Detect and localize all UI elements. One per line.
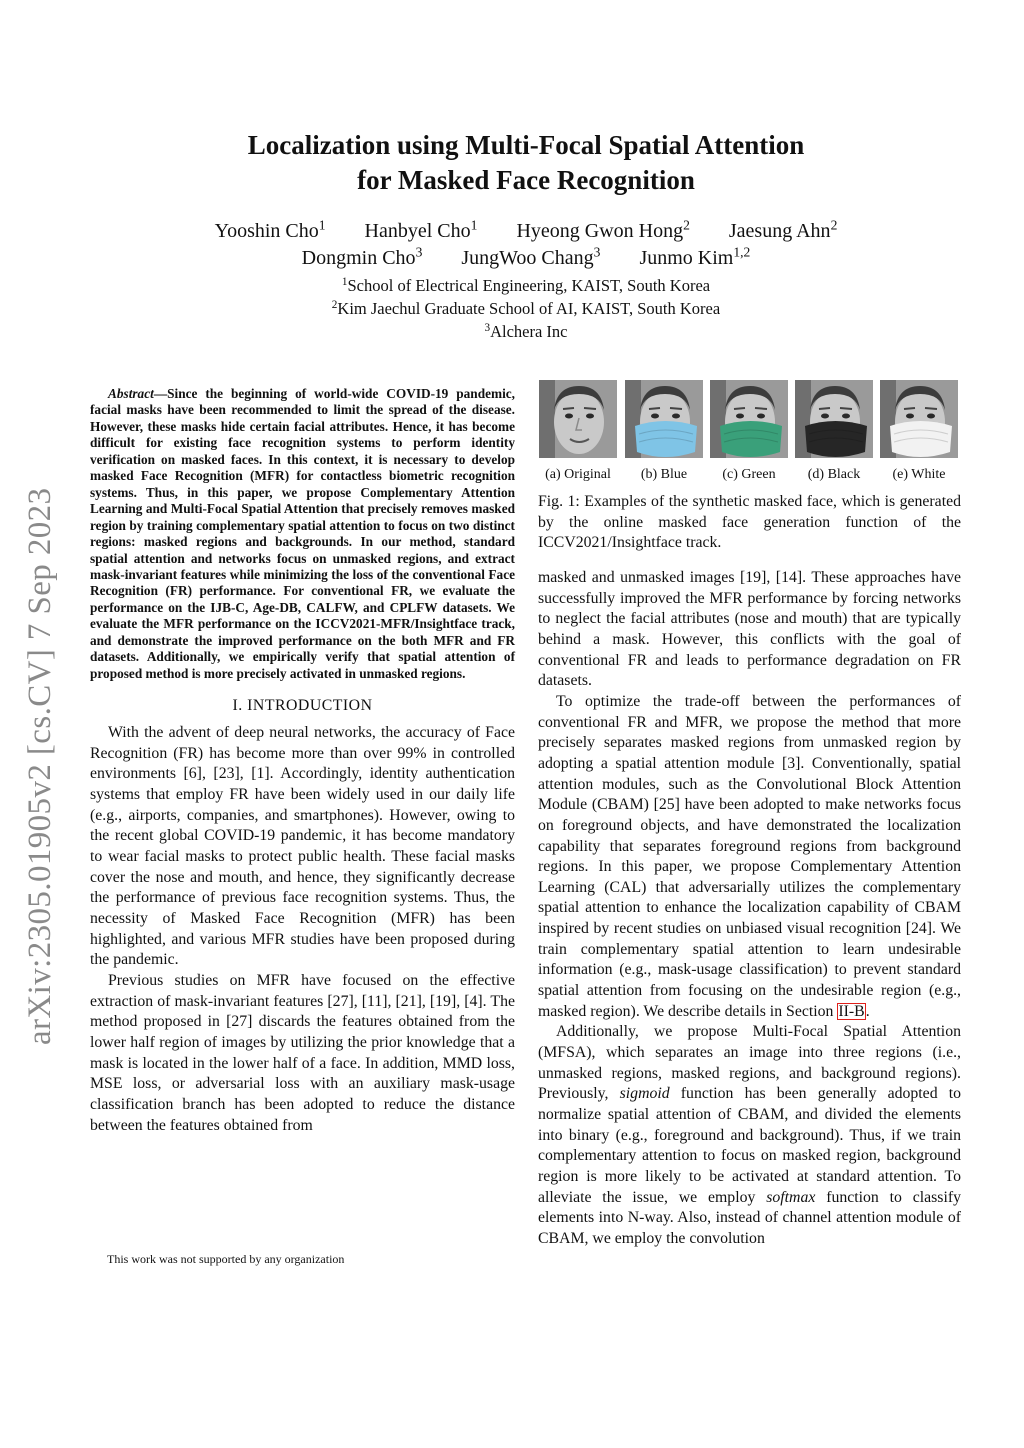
left-eye — [906, 414, 914, 419]
face-mask — [635, 421, 697, 457]
author-line-1 — [110, 218, 942, 245]
author: Jaesung Ahn$^2$ — [728, 217, 838, 242]
abstract-text: Since the beginning of world-wide COVID-19 pandemic, facial masks have been recommended to limit the spread of the disease. However, these masks hide certain facial attributes. Hence, it has become difficult for existing face recognition systems to perform identity verification on masked faces. In this context, it is necessary to develop masked Face Recognition (MFR) for contactless biometric recognition systems. Thus, in this paper, we propose Complementary Attention Learning and Multi-Focal Spatial Attention that precisely removes masked region by training complementary spatial attention to focus on two distinct regions: masked regions and backgrounds. In our method, standard spatial attention and networks focus on unmasked regions, and extract mask-invariant features while minimizing the loss of the conventional Face Recognition (FR) performance. For conventional FR, we evaluate the performance on the IJB-C, Age-DB, CALFW, and CPLFW datasets. We evaluate the MFR performance on the ICCV2021-MFR/Insightface track, and demonstrate the improved performance on the both MFR and FR datasets. Additionally, we empirically verify that spatial attention of proposed method is more precisely activated in unmasked regions. — [90, 386, 515, 681]
face-image-white-mask — [880, 380, 958, 458]
face-illustration — [539, 380, 617, 458]
subfigure-caption: (a) Original — [545, 467, 611, 482]
left-eye — [736, 414, 744, 419]
face-illustration — [710, 380, 788, 458]
subfigure-caption: (e) White — [892, 467, 946, 482]
subfigure-caption: (c) Green — [722, 467, 776, 482]
face-image-blue-mask — [625, 380, 703, 458]
right-eye — [586, 414, 594, 419]
author: Hanbyel Cho$^1$ — [364, 217, 478, 242]
right-column — [538, 378, 961, 1250]
affiliations — [110, 274, 942, 343]
abstract: Abstract—Since the beginning of world-wide COVID-19 pandemic, facial masks have been recommended to limit the spread of the disease. However, these masks hide certain facial attributes. Hence, it has become difficult for existing face recognition systems to perform identity verification on masked faces. In this context, it is necessary to develop masked Face Recognition (MFR) for contactless biometric recognition systems. Thus, in this paper, we propose Complementary Attention Learning and Multi-Focal Spatial Attention that precisely removes masked region by training complementary spatial attention to focus on two distinct regions: masked regions and backgrounds. In our method, standard spatial attention and networks focus on unmasked regions, and extract mask-invariant features while minimizing the loss of the conventional Face Recognition (FR) performance. For conventional FR, we evaluate the performance on the IJB-C, Age-DB, CALFW, and CPLFW datasets. We evaluate the MFR performance on the ICCV2021-MFR/Insightface track, and demonstrate the improved performance on the both MFR and FR datasets. Additionally, we empirically verify that spatial attention of proposed method is more precisely activated in unmasked regions. — [90, 386, 515, 681]
paragraph: With the advent of deep neural networks, the accuracy of Face Recognition (FR) has become more than over 99% in controlled environments [6], [23], [1]. Accordingly, identity authentication systems that employ FR have been widely used in our daily life (e.g., airports, companies, and smartphones). However, owing to the recent global COVID-19 pandemic, it has become mandatory to wear facial masks to protect public health. These facial masks cover the nose and mouth, and hence, they significantly decrease the performance of previous face recognition systems. Thus, the necessity of Masked Face Recognition (MFR) has been highlighted, and various MFR studies have been proposed during the pandemic. — [90, 724, 515, 969]
left-eye — [821, 414, 829, 419]
right-eye — [757, 414, 765, 419]
author: JungWoo Chang$^3$ — [461, 244, 601, 269]
right-eye — [672, 414, 680, 419]
face-illustration — [625, 380, 703, 458]
paragraph: To optimize the trade-off between the performances of conventional FR and MFR, we propose the method that more precisely separates masked regions from unmasked region by adopting a spatial attention module [3]. Conventionally, spatial attention modules, such as the Convolutional Block Attention Module (CBAM) [25] have been adopted to make networks focus on foreground objects, and have demonstrated the localization capability that separates foreground regions from background regions. In this paper, we propose Complementary Attention Learning (CAL) that adversarially utilizes the complementary spatial attention to enhance the localization capability of CBAM inspired by recent studies on unbiased visual recognition [24]. We train complementary spatial attention to learn undesirable information (e.g., mask-usage classification) to prevent standard spatial attention from focusing on the undesirable region (e.g., masked region). We describe details in Section II-B. — [538, 692, 961, 1020]
photo-shadow — [539, 380, 555, 458]
affiliation: $^1$School of Electrical Engineering, KAIST, South Korea — [341, 275, 711, 295]
paragraph: Previous studies on MFR have focused on the effective extraction of mask-invariant features [27], [11], [21], [19], [4]. The method proposed in [27] discards the features obtained from the lower half region of images by utilizing the prior knowledge that a mask is located in the lower half of a face. In addition, MMD loss, MSE loss, or adversarial loss with an auxiliary mask-usage classification branch has been adopted to reduce the distance between the features obtained from — [90, 972, 515, 1134]
author-list — [110, 218, 942, 272]
abstract-label: Abstract — [108, 386, 154, 401]
section-reference-link[interactable]: II-B — [838, 1002, 865, 1020]
right-eye — [927, 414, 935, 419]
arxiv-identifier-stamp: arXiv:2305.01905v2 [cs.CV] 7 Sep 2023 — [22, 487, 58, 1045]
left-column — [90, 386, 515, 1136]
affiliation: $^3$Alchera Inc — [484, 321, 568, 341]
face-illustration — [880, 380, 958, 458]
face-mask — [720, 421, 782, 457]
face-image-green-mask — [710, 380, 788, 458]
author: Yooshin Cho$^1$ — [214, 217, 326, 242]
title-line-1: Localization using Multi-Focal Spatial Attention — [247, 130, 805, 160]
face-mask — [890, 421, 952, 457]
author: Dongmin Cho$^3$ — [301, 244, 423, 269]
paragraph: Additionally, we propose Multi-Focal Spatial Attention (MFSA), which separates an image into three regions (i.e., unmasked regions, masked regions, and background regions). Previously, sigmoid function has been generally adopted to normalize spatial attention of CBAM, and divided the elements into binary (e.g., foreground and background). Thus, if we train complementary attention to focus on masked region, background region is more likely to be activated at standard attention. To alleviate the issue, we employ softmax function to classify elements into N-way. Also, instead of channel attention module of CBAM, we employ the convolution — [538, 1023, 962, 1247]
title-line-2: for Masked Face Recognition — [357, 165, 695, 195]
affiliation: $^2$Kim Jaechul Graduate School of AI, KAIST, South Korea — [331, 298, 721, 318]
face-illustration — [795, 380, 873, 458]
section-heading-introduction: I. INTRODUCTION — [232, 697, 373, 715]
right-eye — [842, 414, 850, 419]
left-eye — [565, 414, 573, 419]
figure-1 — [538, 378, 961, 490]
subfigure-caption: (d) Black — [807, 467, 861, 482]
left-eye — [651, 414, 659, 419]
paper-title — [110, 128, 942, 198]
face-image-original — [539, 380, 617, 458]
subfigure-caption: (b) Blue — [640, 467, 688, 482]
face-shape — [554, 390, 604, 454]
author-line-2 — [110, 245, 942, 272]
face-image-black-mask — [795, 380, 873, 458]
footnote: This work was not supported by any organization — [107, 1252, 345, 1266]
face-mask — [805, 421, 867, 457]
author: Junmo Kim$^{1,2}$ — [639, 244, 751, 269]
figure-caption: Fig. 1: Examples of the synthetic masked face, which is generated by the online masked face generation function of the ICCV2021/Insightface track. — [538, 493, 961, 552]
paragraph: masked and unmasked images [19], [14]. These approaches have successfully improved the MFR performance by forcing networks to neglect the facial attributes (nose and mouth) that are typically behind a mask. However, this conflicts with the goal of conventional FR and leads to performance degradation on FR datasets. — [538, 568, 961, 690]
author: Hyeong Gwon Hong$^2$ — [516, 217, 690, 242]
